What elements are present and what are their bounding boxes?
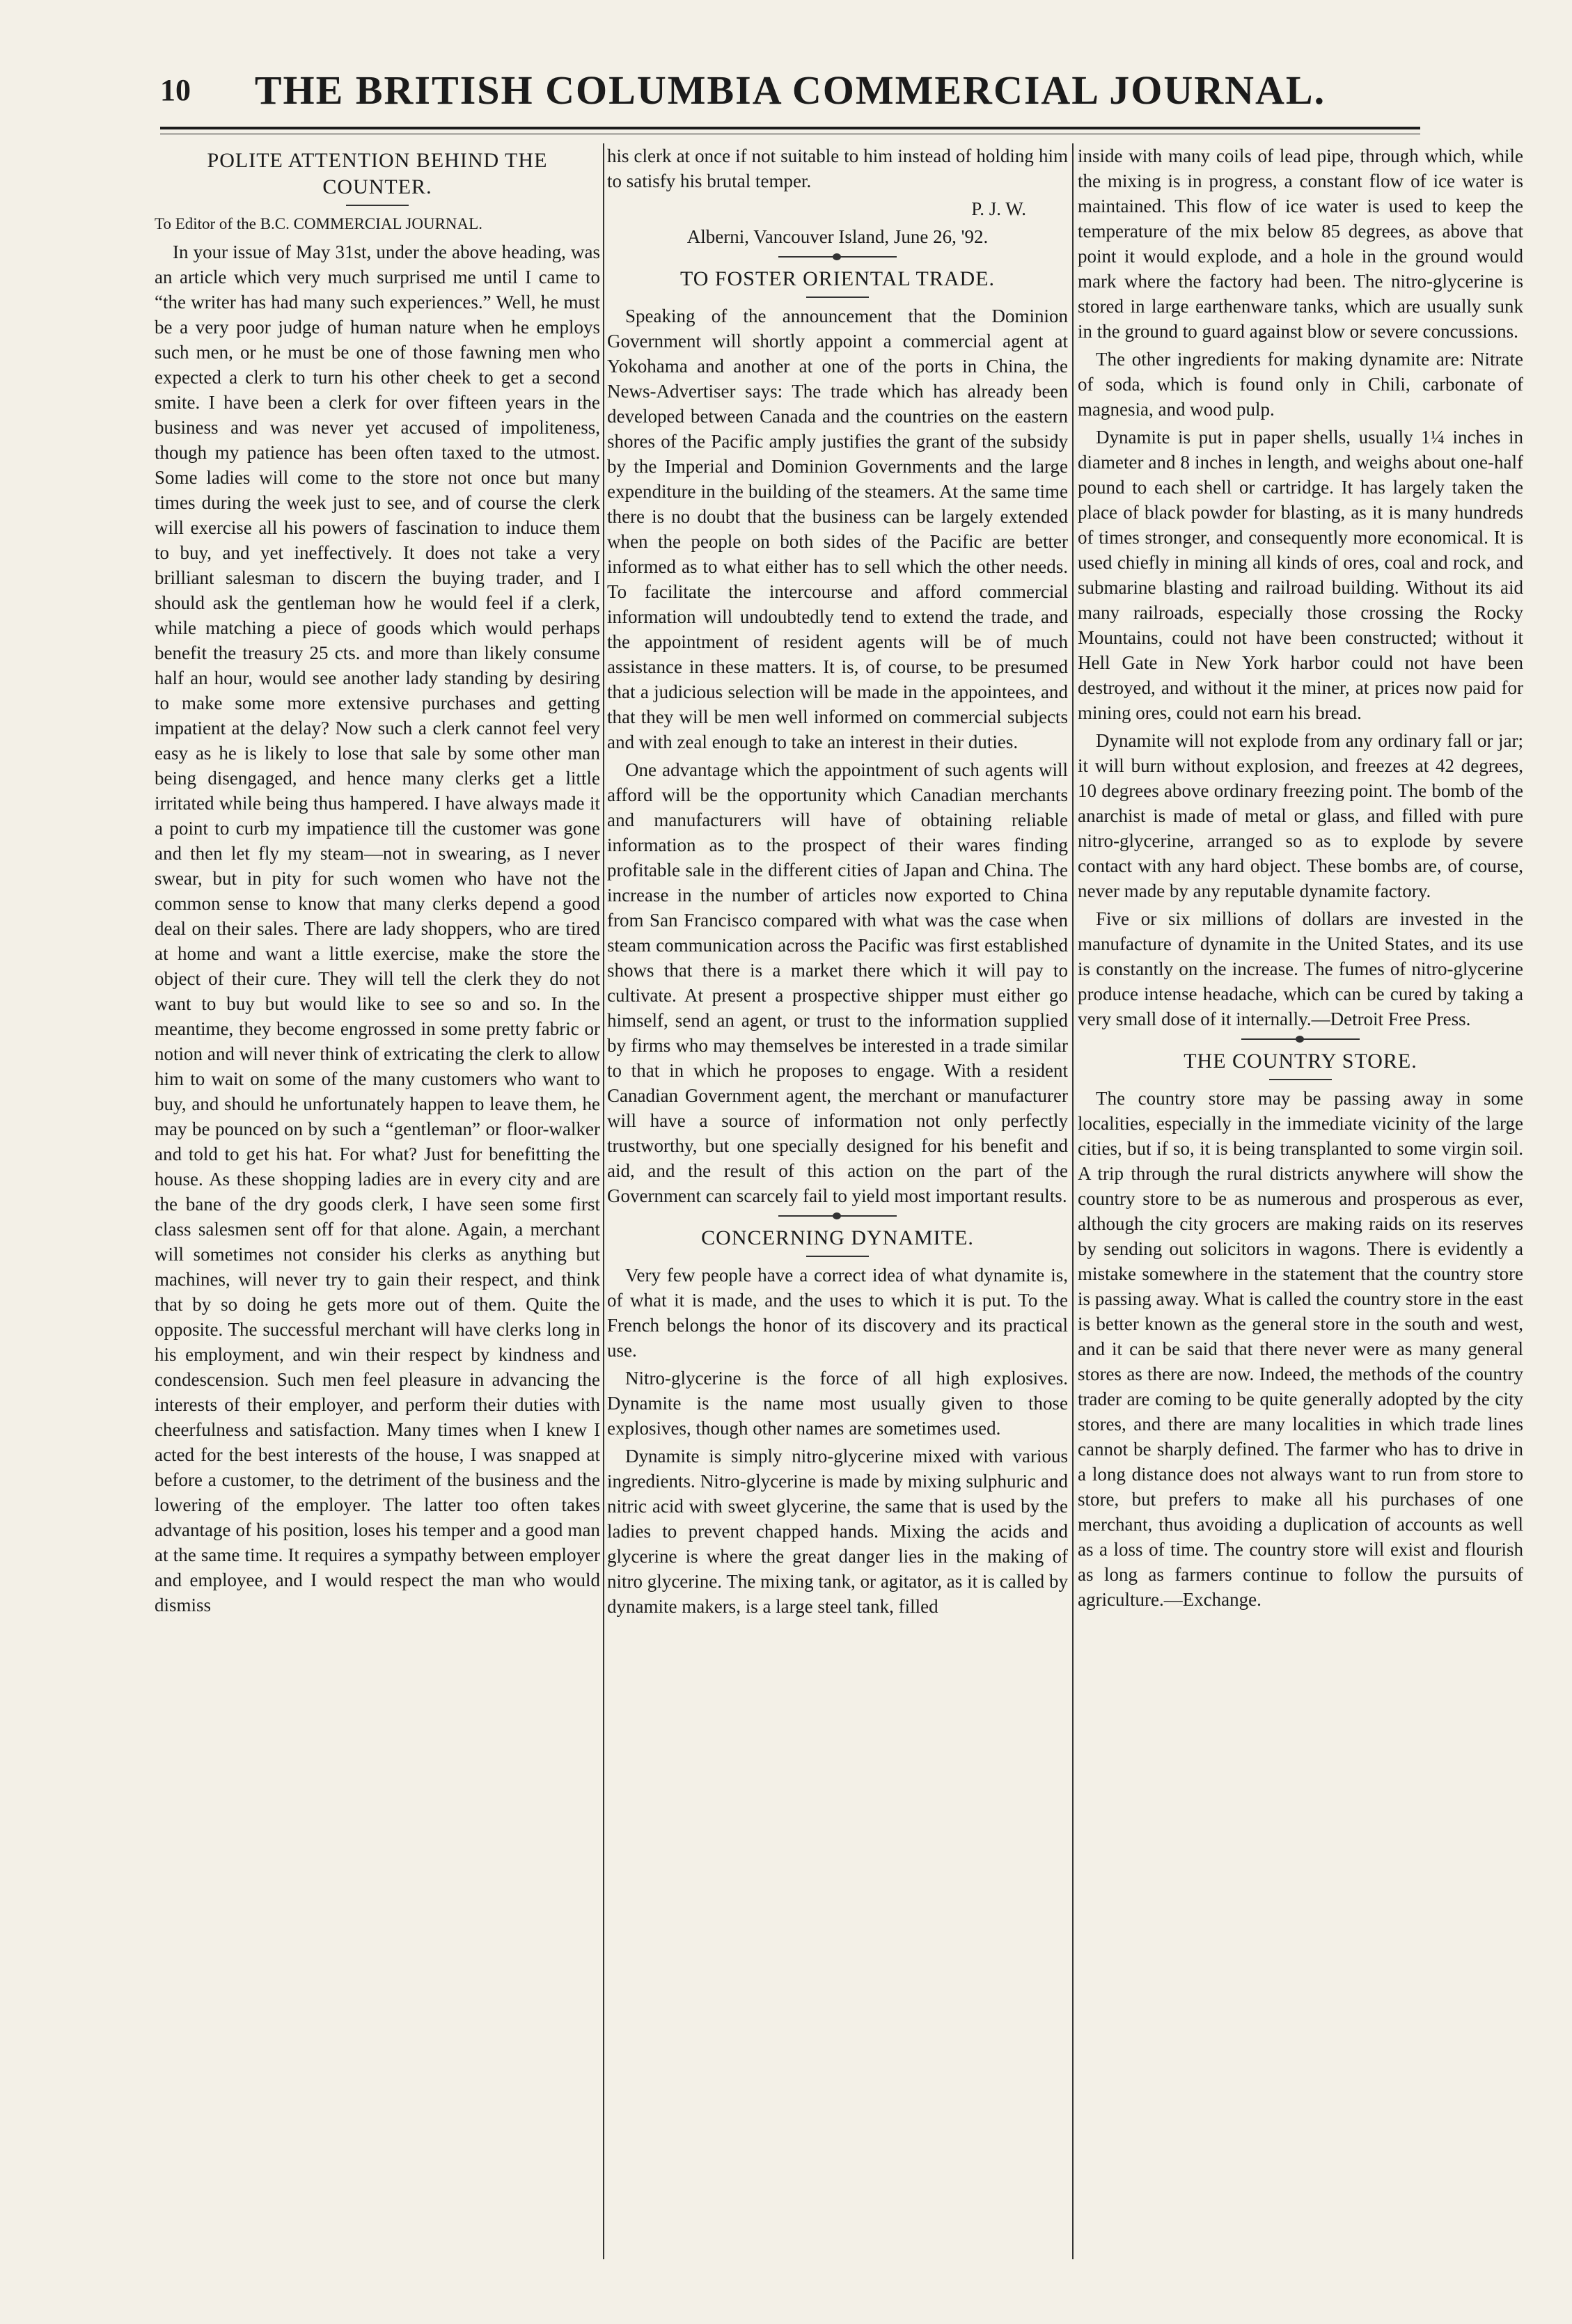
journal-title: THE BRITISH COLUMBIA COMMERCIAL JOURNAL. [254, 68, 1326, 113]
column-divider [1072, 143, 1074, 2259]
article-paragraph: Speaking of the announcement that the Dominion Government will shortly appoint a commercial agent at Yokohama and another at one of the ports in China, the News-Advertiser says: The trade which has already been developed between Canada and the countries on the eastern shores of the Pacific amply justifies the grant of the subsidy by the Imperial and Dominion Governments and the large expenditure in the building of the steamers. At the same time there is no doubt that the business can be largely extended when the people on both sides of the Pacific are better informed as to what either has to sell which the other needs. To facilitate the intercourse and afford commercial information will undoubtedly tend to extend the trade, and the appointment of resident agents will be of much assistance in these matters. It is, of course, to be presumed that a judicious selection will be made in the appointees, and that they will be men well informed on commercial subjects and with zeal enough to take an interest in their duties. [607, 306, 1068, 752]
column-2 [607, 143, 1068, 2273]
article-paragraph: Dynamite is simply nitro-glycerine mixed with various ingredients. Nitro-glycerine is made by mixing sulphuric and nitric acid with sweet glycerine, the same that is used by the ladies to prevent chapped hands. Mixing the acids and glycerine is where the great danger lies in the making of nitro glycerine. The mixing tank, or agitator, as it is called by dynamite makers, is a large steel tank, filled [607, 1446, 1068, 1617]
page-header [160, 67, 1420, 129]
article-paragraph: The country store may be passing away in some localities, especially in the immediate vicinity of the large cities, but if so, it is being transplanted to some virgin soil. A trip through the rural districts anywhere will show the country store to be as numerous and prosperous as ever, although the city grocers are making raids on its reserves by sending out solicitors in wagons. There is evidently a mistake somewhere in the statement that the country store is passing away. What is called the country store in the east is better known as the general store in the south and west, and it can be said that there never were as many general stores as there are now. Indeed, the methods of the country trader are coming to be quite generally adopted by the city stores, and there are many localities in which trade lines cannot be sharply defined. The farmer who has to drive in a long distance does not always want to run from store to store, but prefers to make all his purchases of one merchant, thus avoiding a duplication of accounts as well as a loss of time. The country store will exist and flourish as long as farmers continue to follow the pursuits of agriculture.—Exchange. [1078, 1088, 1523, 1610]
article-paragraph: Five or six millions of dollars are invested in the manufacture of dynamite in the United States, and its use is constantly on the increase. The fumes of nitro-glycerine produce intense headache, which can be cured by taking a very small dose of it internally.—Detroit Free Press. [1078, 908, 1523, 1029]
article-continuation: his clerk at once if not suitable to him instead of holding him to satisfy his brutal temper. [607, 145, 1068, 191]
section-separator [778, 1215, 897, 1217]
signature: P. J. W. [971, 198, 1026, 219]
title-rule [806, 297, 869, 298]
article-title: POLITE ATTENTION BEHIND THE COUNTER. [207, 149, 548, 198]
article-title: CONCERNING DYNAMITE. [701, 1226, 974, 1249]
salutation: To Editor of the B.C. COMMERCIAL JOURNAL. [155, 215, 482, 232]
column-3 [1078, 143, 1523, 2273]
column-divider [603, 143, 604, 2259]
article-title: TO FOSTER ORIENTAL TRADE. [679, 267, 996, 290]
title-rule [1269, 1079, 1332, 1080]
section-separator [1241, 1038, 1360, 1040]
section-separator [778, 256, 897, 258]
page-number: 10 [160, 73, 191, 107]
article-paragraph: One advantage which the appointment of such agents will afford will be the opportunity which Canadian merchants and manufacturers will have of obtaining reliable information as to the prospect of their wares finding profitable sale in the different cities of Japan and China. The increase in the number of articles now exported to China from San Francisco compared with what was the case when steam communication across the Pacific was first established shows that there is a market there which it will pay to cultivate. At present a prospective shipper must either go himself, send an agent, or trust to the information supplied by firms who may themselves be interested in a trade similar to that in which he proposes to engage. With a resident Canadian Government agent, the merchant or manufacturer will have a source of information not only perfectly trustworthy, but one specially designed for his benefit and aid, and the result of this action on the part of the Government can scarcely fail to yield most important results. [607, 759, 1068, 1206]
article-paragraph: In your issue of May 31st, under the above heading, was an article which very much surprised me until I came to “the writer has had many such experiences.” Well, he must be a very poor judge of human nature when he employs such men, or he must be one of those fawning men who expected a clerk to turn his other cheek to get a second smite. I have been a clerk for over fifteen years in the business and was never yet accused of impoliteness, though my patience has been often taxed to the utmost. Some ladies will come to the store not once but many times during the week just to see, and of course the clerk will exercise all his powers of fascination to induce them to buy, and yet ineffectively. It does not take a very brilliant salesman to discern the buying trader, and I should ask the gentleman how he would feel if a clerk, while matching a piece of goods which would perhaps benefit the treasury 25 cts. and more than likely consume half an hour, would see another lady standing by desiring to make some more extensive purchases and getting impatient at the delay? Now such a clerk cannot feel very easy as he is likely to lose that sale by some other man being disengaged, and hence many clerks get a little irritated while being thus hampered. I have always made it a point to curb my impatience till the customer was gone and then let fly my steam—not in swearing, as I never swear, but in pity for such women who have not the common sense to know that many clerks depend a good deal on their sales. There are lady shoppers, who are tired at home and want a little exercise, make the store the object of their cure. They will tell the clerk they do not want to buy but would like to see so and so. In the meantime, they become engrossed in some pretty fabric or notion and will never think of extricating the clerk to allow him to wait on some of the many customers who want to buy, and should he unfortunately happen to leave them, he may be pounced on by such a “gentleman” or floor-walker and told to get his hat. For what? Just for benefitting the house. As these shopping ladies are in every city and are the bane of the dry goods clerk, I have seen some first class salesmen sent off for that alone. Again, a merchant will sometimes not consider his clerks as anything but machines, will never try to gain their respect, and think that by so doing he gets more out of them. Quite the opposite. The successful merchant will have clerks long in his employment, and win their respect by kindness and condescension. Such men feel pleasure in advancing the interests of their employer, and perform their duties with cheerfulness and satisfaction. Many times when I knew I acted for the best interests of the house, I was snapped at before a customer, to the detriment of the business and the lowering of the employer. The latter too often takes advantage of his position, loses his temper and a good man at the same time. It requires a sympathy between employer and employee, and I would respect the man who would dismiss [155, 242, 600, 1615]
title-rule [806, 1256, 869, 1257]
article-paragraph: Dynamite will not explode from any ordinary fall or jar; it will burn without explosion, and freezes at 42 degrees, 10 degrees above ordinary freezing point. The bomb of the anarchist is made of metal or glass, and filled with pure nitro-glycerine, arranged so as to explode by severe contact with any hard object. These bombs are, of course, never made by any reputable dynamite factory. [1078, 730, 1523, 901]
article-paragraph: Very few people have a correct idea of what dynamite is, of what it is made, and the uses to which it is put. To the French belongs the honor of its discovery and its practical use. [607, 1265, 1068, 1361]
title-rule [346, 205, 409, 206]
article-paragraph: The other ingredients for making dynamite are: Nitrate of soda, which is found only in Chili, carbonate of magnesia, and wood pulp. [1078, 349, 1523, 420]
dateline: Alberni, Vancouver Island, June 26, '92. [686, 226, 989, 247]
article-title: THE COUNTRY STORE. [1184, 1050, 1417, 1073]
column-1 [155, 143, 600, 2273]
article-paragraph: inside with many coils of lead pipe, through which, while the mixing is in progress, a constant flow of ice water is maintained. This flow of ice water is used to keep the temperature of the mix below 85 degrees, as above that point it would explode, and a hole in the ground would mark where the factory had been. The nitro-glycerine is stored in large earthenware tanks, which are usually sunk in the ground to guard against blow or severe concussions. [1078, 145, 1523, 342]
article-paragraph: Dynamite is put in paper shells, usually 1¼ inches in diameter and 8 inches in length, and weighs about one-half pound to each shell or cartridge. It has largely taken the place of black powder for blasting, as it is many hundreds of times stronger, and consequently more economical. It is used chiefly in mining all kinds of ores, coal and rock, and submarine blasting and railroad building. Without its aid many railroads, especially those crossing the Rocky Mountains, could not have been constructed; without it Hell Gate in New York harbor could not have been destroyed, and without it the miner, at prices now paid for mining ores, could not earn his bread. [1078, 427, 1523, 723]
article-paragraph: Nitro-glycerine is the force of all high explosives. Dynamite is the name most usually given to those explosives, though other names are sometimes used. [607, 1368, 1068, 1439]
header-rule [160, 127, 1420, 129]
